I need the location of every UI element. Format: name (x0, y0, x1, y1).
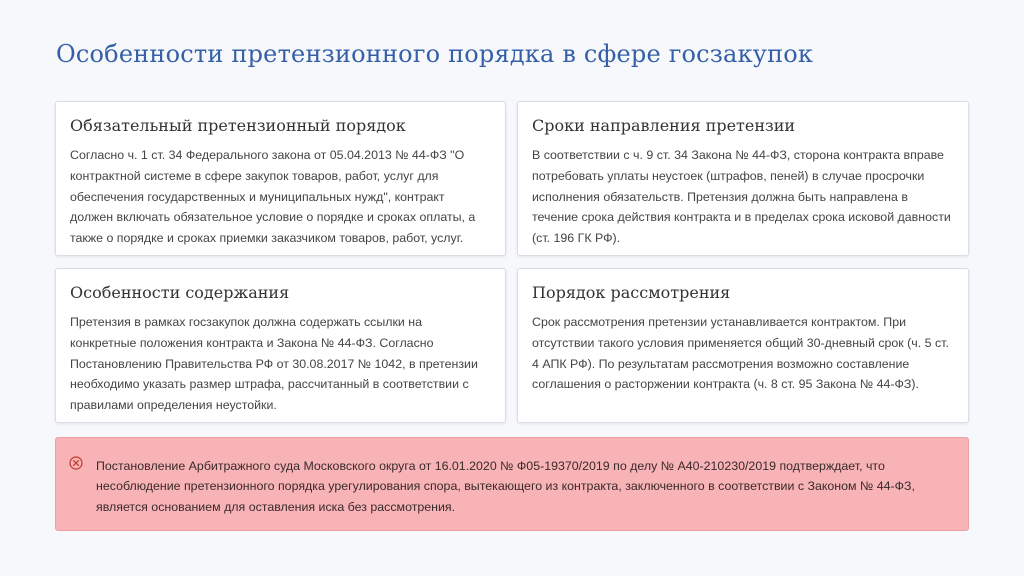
court-ruling-alert (55, 437, 969, 531)
card-text: Срок рассмотрения претензии устанавливается контрактом. При отсутствии такого условия применяется общий 30-дневный срок (ч. 5 ст. 4 АПК РФ). По результатам рассмотрения возможно составление соглашения о расторжении контракта (ч. 8 ст. 95 Закона № 44-ФЗ). (532, 315, 949, 392)
card-text: Согласно ч. 1 ст. 34 Федерального закона от 05.04.2013 № 44-ФЗ "О контрактной системе в сфере закупок товаров, работ, услуг для обеспечения государственных и муниципальных нужд", контракт должен включать обязательное условие о порядке и сроках оплаты, а также о порядке и сроках приемки заказчиком товаров, работ, услуг. (70, 148, 476, 246)
card-submission-deadlines (517, 101, 969, 256)
card-heading: Особенности содержания (70, 283, 290, 302)
card-text: Претензия в рамках госзакупок должна содержать ссылки на конкретные положения контракта и Закона № 44-ФЗ. Согласно Постановлению Правительства РФ от 30.08.2017 № 1042, в претензии необходимо указать размер штрафа, рассчитанный в соответствии с правилами определения неустойки. (70, 315, 478, 413)
card-review-procedure (517, 268, 969, 423)
card-heading: Порядок рассмотрения (532, 283, 731, 302)
alert-text: Постановление Арбитражного суда Московского округа от 16.01.2020 № Ф05-19370/2019 по делу № А40-210230/2019 подтверждает, что несоблюдение претензионного порядка урегулирования спора, вытекающего из контракта, заключенного в соответствии с Законом № 44-ФЗ, является основанием для оставления иска без рассмотрения. (96, 459, 915, 514)
card-heading: Сроки направления претензии (532, 116, 796, 135)
card-mandatory-procedure (55, 101, 506, 256)
card-heading: Обязательный претензионный порядок (70, 116, 406, 135)
card-content-features (55, 268, 506, 423)
card-text: В соответствии с ч. 9 ст. 34 Закона № 44-ФЗ, сторона контракта вправе потребовать уплаты неустоек (штрафов, пеней) в случае просрочки исполнения обязательств. Претензия должна быть направлена в течение срока действия контракта и в пределах срока исковой давности (ст. 196 ГК РФ). (532, 148, 951, 246)
close-circle-icon (69, 456, 83, 470)
page-title: Особенности претензионного порядка в сфере госзакупок (56, 40, 814, 68)
